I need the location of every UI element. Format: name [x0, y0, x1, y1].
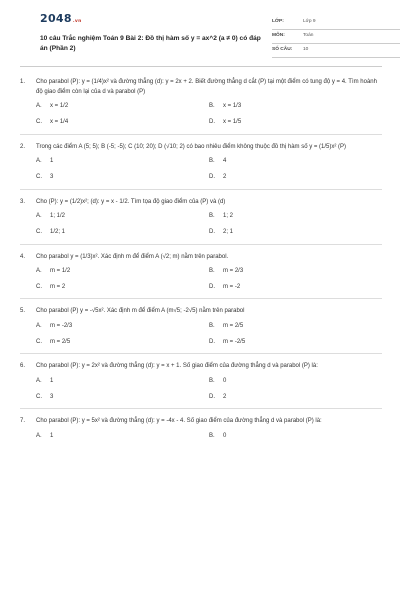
answer-option[interactable]	[209, 377, 382, 386]
answer-option[interactable]	[209, 212, 382, 221]
question-number: 5.	[20, 308, 26, 315]
answer-option[interactable]	[36, 377, 209, 386]
question-divider	[20, 189, 382, 190]
question-text: Cho parabol (P) y = -√5x². Xác định m để điểm A (m√5; -2√5) nằm trên parabol	[36, 308, 245, 315]
option-text: m = 2/5	[50, 338, 71, 345]
question-divider	[20, 353, 382, 354]
answer-option[interactable]	[36, 228, 209, 237]
option-text: m = 1/2	[50, 268, 71, 275]
option-text: 0	[223, 378, 227, 385]
option-letter: B.	[209, 378, 215, 385]
option-text: 1; 1/2	[50, 213, 66, 220]
question-stem	[20, 417, 382, 427]
option-letter: D.	[209, 338, 215, 345]
question-stem	[20, 253, 382, 263]
answer-options	[20, 432, 382, 441]
answer-option[interactable]	[36, 322, 209, 331]
option-letter: A.	[36, 323, 42, 330]
option-text: 1	[50, 158, 54, 165]
option-letter: B.	[209, 103, 215, 110]
question-stem	[20, 198, 382, 208]
option-text: x = 1/5	[223, 118, 242, 125]
answer-options	[20, 102, 382, 126]
question-text: Cho parabol y = (1/3)x². Xác định m để điểm A (√2; m) nằm trên parabol.	[36, 253, 229, 260]
option-letter: C.	[36, 393, 42, 400]
option-text: m = 2/5	[223, 323, 244, 330]
answer-options	[20, 377, 382, 401]
option-text: 2; 1	[223, 228, 234, 235]
logo-text: 2048	[40, 12, 72, 25]
option-letter: C.	[36, 118, 42, 125]
answer-option[interactable]	[36, 102, 209, 111]
option-text: x = 1/2	[50, 103, 69, 110]
question-item	[20, 78, 382, 127]
meta-row-class	[272, 16, 400, 30]
option-text: 1	[50, 433, 54, 439]
answer-option[interactable]	[209, 173, 382, 182]
option-letter: B.	[209, 213, 215, 220]
meta-row-count	[272, 44, 400, 58]
option-text: 2	[223, 173, 227, 180]
answer-option[interactable]	[209, 102, 382, 111]
option-text: m = -2/5	[223, 338, 246, 345]
meta-key: SỐ CÂU:	[272, 47, 293, 53]
option-text: m = -2/3	[50, 323, 73, 330]
question-number: 3.	[20, 198, 26, 205]
option-text: 1; 2	[223, 213, 234, 220]
answer-option[interactable]	[209, 228, 382, 237]
option-text: 1/2; 1	[50, 228, 66, 235]
option-letter: D.	[209, 283, 215, 290]
option-letter: B.	[209, 268, 215, 275]
meta-value: Toán	[303, 33, 314, 39]
site-logo[interactable]	[40, 11, 82, 27]
option-letter: A.	[36, 103, 42, 110]
option-text: 3	[50, 173, 54, 180]
answer-options	[20, 157, 382, 181]
question-stem	[20, 362, 382, 372]
answer-option[interactable]	[36, 212, 209, 221]
answer-option[interactable]	[209, 118, 382, 127]
answer-option[interactable]	[209, 283, 382, 292]
question-number: 7.	[20, 418, 26, 425]
question-text: Cho parabol (P): y = (1/4)x² và đường thẳng (d): y = 2x + 2. Biết đường thẳng d cắt (P) tại một điểm có tung độ y = 4. Tìm hoành độ giao điểm còn lại của d và parabol (P)	[36, 79, 377, 95]
answer-option[interactable]	[36, 267, 209, 276]
answer-options	[20, 267, 382, 291]
question-item	[20, 307, 382, 346]
question-item	[20, 143, 382, 182]
answer-option[interactable]	[36, 157, 209, 166]
question-text: Cho parabol (P): y = 5x² và đường thẳng (d): y = -4x - 4. Số giao điểm của đường thẳng d và parabol (P) là:	[36, 418, 322, 425]
option-text: 2	[223, 393, 227, 400]
option-text: 0	[223, 433, 227, 439]
document-title: 10 câu Trắc nghiệm Toán 9 Bài 2: Đồ thị hàm số y = ax^2 (a ≠ 0) có đáp án (Phần 2)	[40, 35, 261, 52]
answer-option[interactable]	[36, 393, 209, 402]
answer-option[interactable]	[36, 118, 209, 127]
option-letter: C.	[36, 338, 42, 345]
option-letter: D.	[209, 393, 215, 400]
option-letter: A.	[36, 378, 42, 385]
answer-options	[20, 322, 382, 346]
answer-option[interactable]	[36, 432, 209, 441]
question-text: Cho parabol (P): y = 2x² và đường thẳng (d): y = x + 1. Số giao điểm của đường thẳng d và parabol (P) là:	[36, 363, 318, 370]
option-text: 3	[50, 393, 54, 400]
option-letter: B.	[209, 433, 215, 439]
option-text: x = 1/3	[223, 103, 242, 110]
option-letter: C.	[36, 173, 42, 180]
question-divider	[20, 244, 382, 245]
question-divider	[20, 134, 382, 135]
question-stem	[20, 307, 382, 317]
question-stem	[20, 143, 382, 153]
meta-row-subject	[272, 30, 400, 44]
answer-option[interactable]	[209, 393, 382, 402]
meta-key: MÔN:	[272, 33, 285, 39]
option-letter: A.	[36, 158, 42, 165]
option-letter: D.	[209, 228, 215, 235]
answer-option[interactable]	[209, 267, 382, 276]
question-divider	[20, 298, 382, 299]
answer-option[interactable]	[209, 322, 382, 331]
question-number: 6.	[20, 363, 26, 370]
answer-option[interactable]	[209, 338, 382, 347]
option-letter: B.	[209, 158, 215, 165]
answer-option[interactable]	[209, 432, 382, 441]
option-letter: A.	[36, 268, 42, 275]
answer-option[interactable]	[209, 157, 382, 166]
question-item	[20, 362, 382, 401]
meta-key: LỚP:	[272, 19, 284, 25]
question-item	[20, 417, 382, 440]
option-text: m = 2	[50, 283, 66, 290]
question-list	[20, 78, 382, 441]
option-letter: C.	[36, 283, 42, 290]
option-text: m = -2	[223, 283, 241, 290]
option-letter: D.	[209, 118, 215, 125]
question-item	[20, 253, 382, 292]
question-number: 4.	[20, 253, 26, 260]
option-letter: D.	[209, 173, 215, 180]
question-divider	[20, 408, 382, 409]
option-letter: B.	[209, 323, 215, 330]
question-text: Cho (P): y = (1/2)x²; (d): y = x - 1/2. Tìm tọa độ giao điểm của (P) và (d)	[36, 198, 226, 205]
option-letter: C.	[36, 228, 42, 235]
option-text: m = 2/3	[223, 268, 244, 275]
answer-option[interactable]	[36, 173, 209, 182]
meta-value: 10	[303, 47, 309, 53]
logo-suffix: .vn	[72, 19, 82, 24]
question-number: 1.	[20, 79, 26, 85]
header-divider	[20, 66, 382, 67]
option-text: x = 1/4	[50, 118, 69, 125]
meta-value: Lớp 9	[303, 19, 316, 25]
question-stem	[20, 78, 382, 97]
option-text: 4	[223, 158, 227, 165]
answer-option[interactable]	[36, 283, 209, 292]
document-header	[20, 0, 382, 62]
option-text: 1	[50, 378, 54, 385]
question-number: 2.	[20, 143, 26, 150]
meta-table	[272, 16, 400, 58]
option-letter: A.	[36, 433, 42, 439]
option-letter: A.	[36, 213, 42, 220]
answer-options	[20, 212, 382, 236]
question-item	[20, 198, 382, 237]
answer-option[interactable]	[36, 338, 209, 347]
question-text: Trong các điểm A (5; 5); B (-5; -5); C (10; 20); D (√10; 2) có bao nhiêu điểm không thuộc đồ thị hàm số y = (1/5)x² (P)	[36, 143, 347, 150]
